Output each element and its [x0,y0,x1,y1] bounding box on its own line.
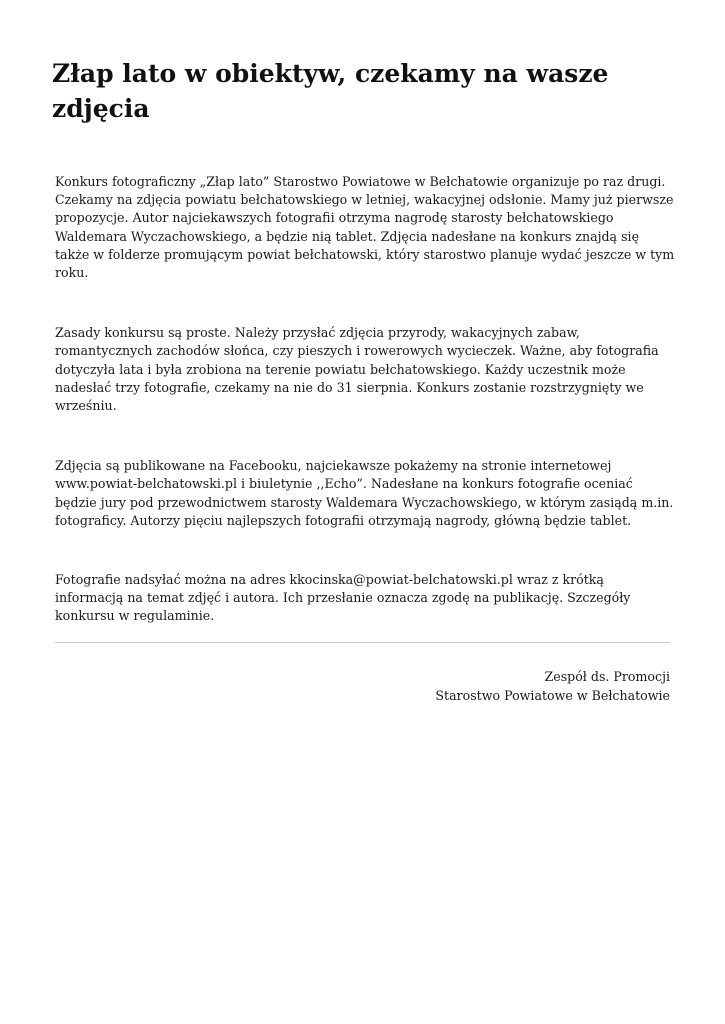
article-body [55,173,675,668]
article-paragraph-3: Zdjęcia są publikowane na Facebooku, najciekawsze pokażemy na stronie internetowej www.powiat-belchatowski.pl i biuletynie ,,Echo”. Nadesłane na konkurs fotografie oceniać będzie jury pod przewodnictwem starosty Waldemara Wyczachowskiego, w którym zasiądą m.in. fotograficy. Autorzy pięciu najlepszych fotografii otrzymają nagrody, główną będzie tablet. [55,458,674,528]
signature-office: Starostwo Powiatowe w Bełchatowie [435,687,670,703]
article-paragraph-4: Fotografie nadsyłać można na adres kkocinska@powiat-belchatowski.pl wraz z krótką informacją na temat zdjęć i autora. Ich przesłanie oznacza zgodę na publikację. Szczegóły konkursu w regulaminie. [55,572,631,624]
section-divider [55,642,670,643]
signature-team: Zespół ds. Promocji [544,669,670,684]
article-paragraph-2: Zasady konkursu są proste. Należy przysłać zdjęcia przyrody, wakacyjnych zabaw, romantycznych zachodów słońca, czy pieszych i rowerowych wycieczek. Ważne, aby fotografia dotyczyła lata i była zrobiona na terenie powiatu bełchatowskiego. Każdy uczestnik może nadesłać trzy fotografie, czekamy na nie do 31 sierpnia. Konkurs zostanie rozstrzygnięty we wrześniu. [55,325,659,414]
article-title: Złap lato w obiektyw, czekamy na wasze zdjęcia [52,59,609,123]
article-paragraph-1: Konkurs fotograficzny „Złap lato” Starostwo Powiatowe w Bełchatowie organizuje po raz drugi. Czekamy na zdjęcia powiatu bełchatowskiego w letniej, wakacyjnej odsłonie. Mamy już pierwsze propozycje. Autor najciekawszych fotografii otrzyma nagrodę starosty bełchatowskiego Waldemara Wyczachowskiego, a będzie nią tablet. Zdjęcia nadesłane na konkurs znajdą się także w folderze promującym powiat bełchatowski, który starostwo planuje wydać jeszcze w tym roku. [55,174,675,281]
signature-block [435,668,670,705]
